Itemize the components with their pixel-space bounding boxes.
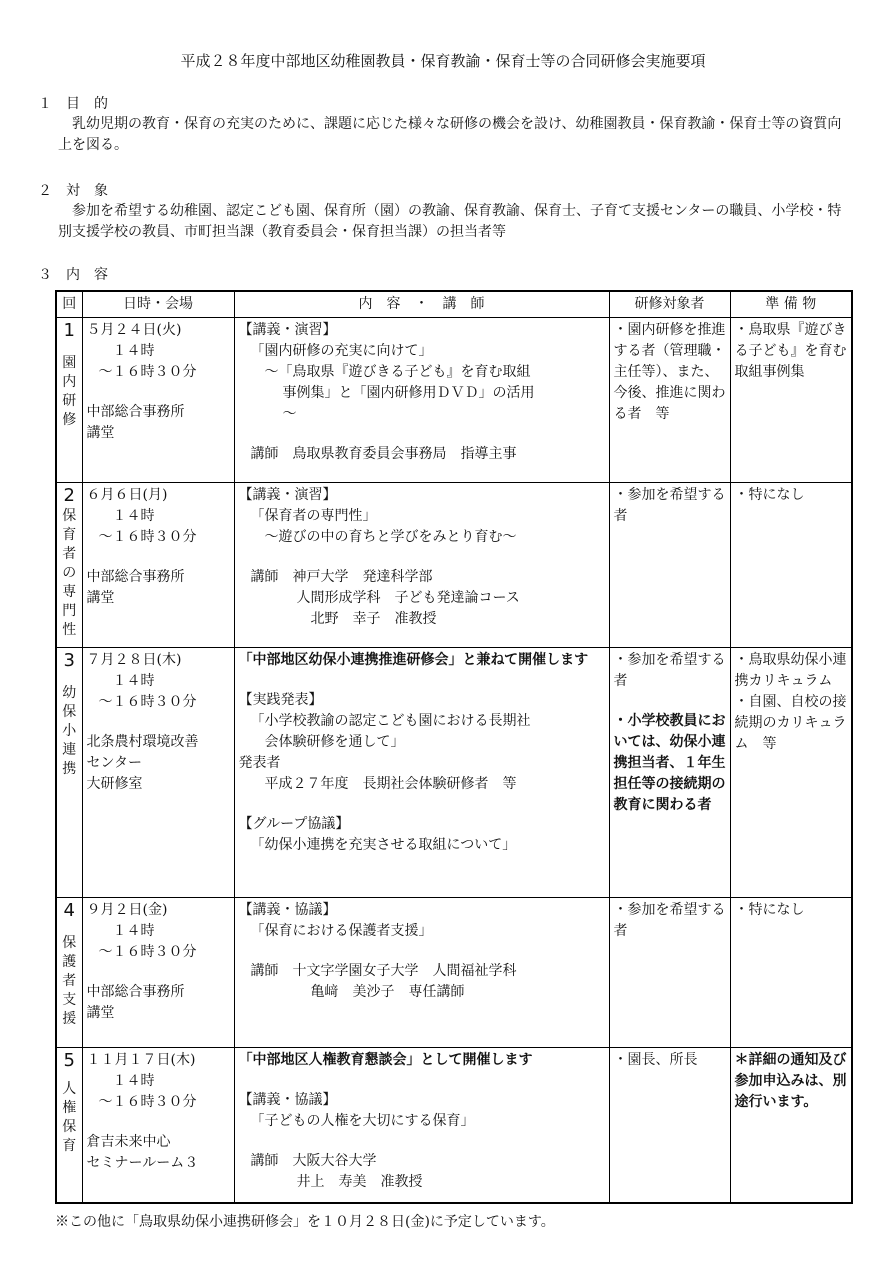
session-time: １４時 (112, 343, 155, 359)
session-time: ～１６時３０分 (98, 944, 197, 960)
target-text: ・参加を希望する者 (613, 902, 726, 939)
session-number: 2 (63, 485, 75, 506)
content-line: 【グループ協議】 (238, 816, 350, 832)
content-line: 講師 神戸大学 発達科学部 (250, 569, 433, 585)
row-number-cell (56, 318, 82, 483)
session-date: ６月６日(月) (86, 487, 168, 503)
col-header-content: 内 容 ・ 講 師 (234, 291, 609, 318)
row-number-cell (56, 898, 82, 1048)
content-line: 「保育者の専門性」 (250, 508, 377, 524)
spacer (239, 795, 605, 814)
target-cell (609, 1048, 730, 1204)
datetime-venue-cell (82, 1048, 234, 1204)
content-line: 【講義・演習】 (238, 487, 337, 503)
target-cell (609, 318, 730, 483)
content-line: 【講義・協議】 (238, 902, 337, 918)
datetime-venue-cell (82, 318, 234, 483)
spacer (239, 1071, 605, 1090)
content-line: 「子どもの人権を大切にする保育」 (250, 1113, 475, 1129)
training-schedule-table (55, 290, 853, 1204)
content-line: 亀﨑 美沙子 専任講師 (310, 984, 465, 1000)
session-time: １４時 (112, 508, 155, 524)
datetime-venue-cell (82, 648, 234, 898)
content-cell (234, 648, 609, 898)
content-line: 「園内研修の充実に向けて」 (250, 343, 433, 359)
content-line: ～「鳥取県『遊びきる子ども』を育む取組 (264, 364, 531, 380)
footnote: ※この他に「鳥取県幼保小連携研修会」を１０月２８日(金)に予定しています。 (55, 1214, 555, 1230)
content-line: 講師 十文字学園女子大学 人間福祉学科 (250, 963, 517, 979)
section-3-heading: ３ 内 容 (38, 267, 108, 283)
target-cell (609, 483, 730, 648)
session-venue: 倉吉未来中心 (86, 1134, 171, 1150)
target-cell (609, 898, 730, 1048)
session-venue: 北条農村環境改善 (86, 734, 199, 750)
datetime-venue-cell (82, 483, 234, 648)
session-venue: 中部総合事務所 (86, 404, 185, 420)
spacer (239, 425, 605, 444)
section-1-heading: １ 目 的 (38, 96, 108, 112)
section-2-body: 参加を希望する幼稚園、認定こども園、保育所（園）の教諭、保育教諭、保育士、子育て支援センターの職員、小学校・特別支援学校の教員、市町担当課（教育委員会・保育担当課）の担当者等 (58, 203, 842, 240)
session-time: ～１６時３０分 (98, 694, 197, 710)
col-header-prep: 準 備 物 (730, 291, 852, 318)
col-header-no: 回 (56, 291, 82, 318)
preparation-cell: ・鳥取県『遊びきる子ども』を育む取組事例集 (730, 318, 852, 483)
session-venue: 講堂 (86, 425, 115, 441)
session-time: ～１６時３０分 (98, 1094, 197, 1110)
table-row (56, 648, 852, 898)
session-time: ～１６時３０分 (98, 364, 197, 380)
document-title: 平成２８年度中部地区幼稚園教員・保育教諭・保育士等の合同研修会実施要項 (180, 52, 706, 70)
content-line: 発表者 (238, 755, 281, 771)
content-line: ～ (282, 406, 297, 422)
content-line: 【実践発表】 (238, 692, 323, 708)
session-time: １４時 (112, 923, 155, 939)
content-highlight: 「中部地区人権教育懇談会」として開催します (238, 1052, 533, 1068)
content-line: 【講義・協議】 (238, 1092, 337, 1108)
content-cell (234, 1048, 609, 1204)
session-date: １１月１７日(木) (86, 1052, 196, 1068)
content-line: 北野 幸子 准教授 (310, 611, 437, 627)
session-venue: セミナールーム３ (86, 1155, 199, 1171)
session-venue: 講堂 (86, 590, 115, 606)
col-header-datetime: 日時・会場 (82, 291, 234, 318)
table-row (56, 898, 852, 1048)
preparation-cell: ・特になし (730, 898, 852, 1048)
session-date: ７月２８日(木) (86, 652, 182, 668)
session-date: ９月２日(金) (86, 902, 168, 918)
content-line: ～遊びの中の育ちと学びをみとり育む～ (264, 529, 517, 545)
session-number: 5 (63, 1050, 75, 1071)
target-text: ・参加を希望する者 (613, 487, 726, 524)
spacer (239, 671, 605, 690)
session-date: ５月２４日(火) (86, 322, 182, 338)
content-line: 「幼保小連携を充実させる取組について」 (250, 837, 517, 853)
table-row (56, 483, 852, 648)
target-text: ・園内研修を推進する者（管理職・主任等）、また、今後、推進に関わる者 等 (613, 322, 726, 422)
session-venue: 講堂 (86, 1005, 115, 1021)
content-line: 【講義・演習】 (238, 322, 337, 338)
section-1-body: 乳幼児期の教育・保育の充実のために、課題に応じた様々な研修の機会を設け、幼稚園教員・保育教諭・保育士等の資質向上を図る。 (58, 116, 842, 153)
content-line: 事例集」と「園内研修用ＤＶＤ」の活用 (282, 385, 535, 401)
table-header-row (56, 291, 852, 318)
session-time: １４時 (112, 1073, 155, 1089)
preparation-cell: ・特になし (730, 483, 852, 648)
content-line: 平成２７年度 長期社会体験研修者 等 (264, 776, 517, 792)
target-cell (609, 648, 730, 898)
target-text: ・園長、所長 (613, 1052, 698, 1068)
spacer (239, 1132, 605, 1151)
content-cell (234, 898, 609, 1048)
content-line: 講師 鳥取県教育委員会事務局 指導主事 (250, 446, 517, 462)
content-line: 人間形成学科 子ども発達論コース (296, 590, 520, 606)
spacer (239, 548, 605, 567)
session-venue: 大研修室 (86, 776, 143, 792)
content-line: 会体験研修を通して」 (264, 734, 405, 750)
section-2-heading: ２ 対 象 (38, 183, 108, 199)
session-theme-vertical: 保 育 者 の 専 門 性 (62, 508, 77, 638)
session-theme-vertical: 保 護 者 支 援 (62, 935, 77, 1027)
session-theme-vertical: 園 内 研 修 (62, 355, 77, 428)
session-number: 3 (63, 650, 75, 671)
col-header-target: 研修対象者 (609, 291, 730, 318)
table-row (56, 318, 852, 483)
session-theme-vertical: 幼 保 小 連 携 (62, 685, 77, 777)
content-highlight: 「中部地区幼保小連携推進研修会」と兼ねて開催します (238, 652, 589, 668)
session-venue: センター (86, 755, 142, 771)
target-text: ・参加を希望する者 (613, 652, 726, 689)
content-line: 「小学校教諭の認定こども園における長期社 (250, 713, 531, 729)
spacer (239, 942, 605, 961)
content-line: 講師 大阪大谷大学 (250, 1153, 377, 1169)
content-cell (234, 483, 609, 648)
session-time: １４時 (112, 673, 155, 689)
row-number-cell (56, 1048, 82, 1204)
content-cell (234, 318, 609, 483)
preparation-cell: ＊詳細の通知及び参加申込みは、別途行います。 (730, 1048, 852, 1204)
row-number-cell (56, 483, 82, 648)
content-line: 「保育における保護者支援」 (250, 923, 433, 939)
session-venue: 中部総合事務所 (86, 569, 185, 585)
target-highlight: ・小学校教員においては、幼保小連携担当者、１年生担任等の接続期の教育に関わる者 (613, 713, 726, 813)
session-number: 4 (63, 900, 75, 921)
session-time: ～１６時３０分 (98, 529, 197, 545)
table-row (56, 1048, 852, 1204)
preparation-cell: ・鳥取県幼保小連携カリキュラム ・自園、自校の接続期のカリキュラム 等 (730, 648, 852, 898)
row-number-cell (56, 648, 82, 898)
session-number: 1 (63, 320, 75, 341)
content-line: 井上 寿美 准教授 (296, 1174, 423, 1190)
datetime-venue-cell (82, 898, 234, 1048)
session-venue: 中部総合事務所 (86, 984, 185, 1000)
session-theme-vertical: 人 権 保 育 (62, 1081, 77, 1154)
